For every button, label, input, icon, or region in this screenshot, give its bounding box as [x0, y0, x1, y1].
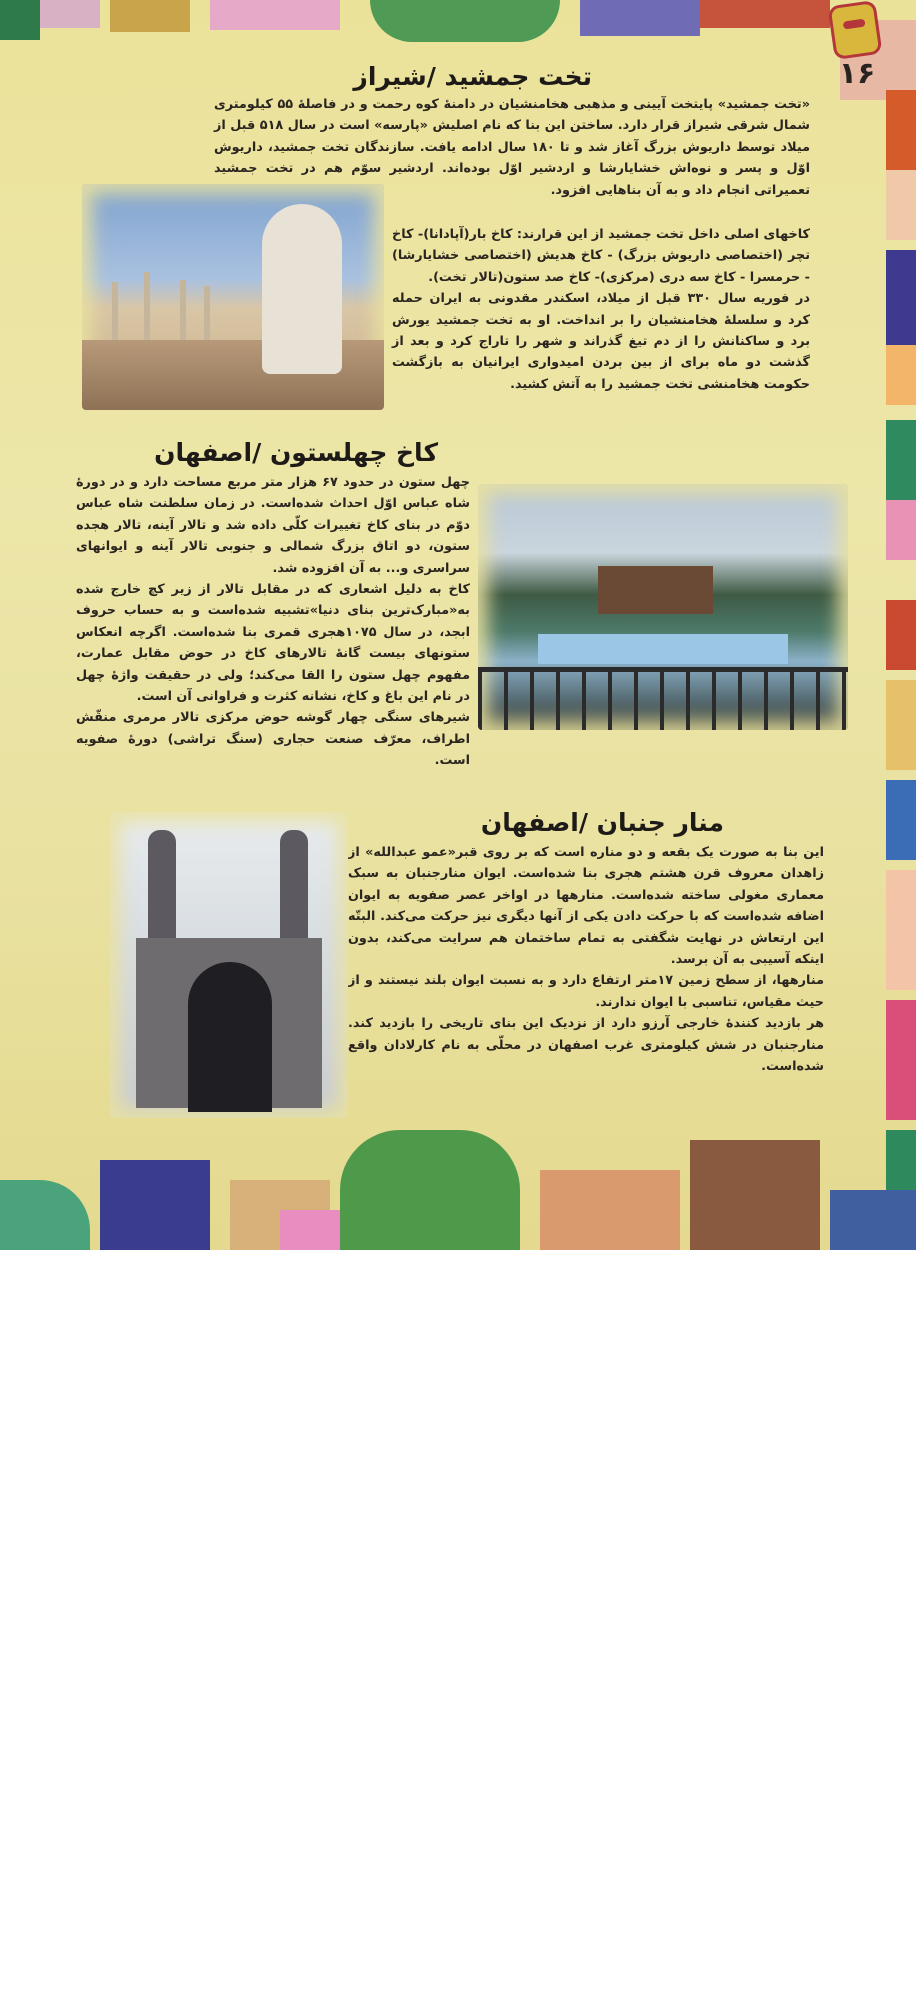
decor-strip	[886, 90, 916, 170]
decor-block	[340, 1130, 520, 1250]
decor-strip	[886, 780, 916, 860]
decor-block	[540, 1170, 680, 1250]
decor-block	[830, 1190, 916, 1250]
paragraph: «تخت جمشید» پایتخت آیینی و مذهبی هخامنشیان در دامنهٔ کوه رحمت و در فاصلهٔ ۵۵ کیلومتری شمال شرقی شیراز قرار دارد. ساختن این بنا که نام اصلیش «پارسه» است در سال ۵۱۸ قبل از میلاد توسط داریوش بزرگ آغاز شد و تا ۱۸۰ سال ادامه یافت. سازندگان تخت جمشید، داریوش اوّل و پسر و نوه‌اش خشایارشا و اردشیر اوّل بوده‌اند. اردشیر سوّم هم در تخت جمشید تعمیراتی انجام داد و به آن بناهایی افزود.	[214, 97, 810, 198]
decor-strip	[886, 870, 916, 990]
section-text-persepolis-cont	[392, 224, 810, 395]
section-title-menar-jonban: منار جنبان /اصفهان	[480, 808, 724, 837]
paragraph: شیرهای سنگی چهار گوشه حوض مرکزی تالار مرمری منقّش اطراف، معرّف صنعت حجاری (سنگ تراشی) دورهٔ صفویه است.	[76, 710, 470, 769]
decor-block	[110, 0, 190, 32]
decor-strip	[886, 170, 916, 240]
decor-block	[580, 0, 700, 36]
decor-block	[280, 1210, 340, 1250]
magazine-logo	[831, 3, 879, 56]
section-title-persepolis: تخت جمشید /شیراز	[353, 62, 592, 91]
decor-block	[100, 1160, 210, 1250]
decor-block	[700, 0, 830, 28]
paragraph: منارهها، از سطح زمین ۱۷متر ارتفاع دارد و به نسبت ایوان بلند نیستند و از حیث مقیاس، تناسبی با ایوان ندارند.	[348, 973, 825, 1010]
decor-strip	[886, 345, 916, 405]
paragraph: در فوریه سال ۳۳۰ قبل از میلاد، اسکندر مقدونی به ایران حمله کرد و سلسلهٔ هخامنشیان را بر انداخت. او به تخت جمشید یورش برد و ساکنانش را از دم تیغ گذراند و شهر را تاراج کرد و بعد از گذشت دو ماه برای از بین بردن امیدواری ایرانیان به بازگشت حکومت هخامنشی تخت جمشید را به آتش کشید.	[392, 291, 810, 392]
paragraph: این بنا به صورت یک بقعه و دو مناره است که بر روی قبر«عمو عبدالله» از زاهدان معروف قرن هشتم هجری بنا شده‌است. ایوان منارجنبان به سبک معماری مغولی ساخته شده‌است. منارهها در اواخر عصر صفویه به ایوان اضافه شده‌است که با حرکت دادن یکی از آنها دیگری نیز حرکت می‌کند. البتّه این ارتعاش در نهایت شگفتی به تمام ساختمان هم سرایت می‌کند، بدون اینکه آسیبی به آن برسد.	[348, 845, 824, 968]
decor-block	[40, 0, 100, 28]
decor-block	[690, 1140, 820, 1250]
page-number: ۱۶	[838, 56, 876, 91]
paragraph: کاخ به دلیل اشعاری که در مقابل تالار از زیر کچ خارج شده به«مبارک‌ترین بنای دنیا»تشبیه شده‌است و به حساب حروف ابجد، در سال ۱۰۷۵هجری قمری بنا شده‌است. اگرچه انعکاس ستونهای بیست گانهٔ تالارهای کاخ در حوض مقابل عمارت، مفهوم چهل ستون را القا می‌کند؛ ولی در حقیقت واژهٔ چهل در نام این باغ و کاخ، نشانه کثرت و فراوانی آن است.	[76, 582, 471, 705]
decor-strip	[886, 1000, 916, 1120]
paragraph: چهل ستون در حدود ۶۷ هزار متر مربع مساحت دارد و در دورهٔ شاه عباس اوّل احداث شده‌است. در زمان سلطنت شاه عباس دوّم در بنای کاخ تغییرات کلّی داده شد و تالار آینه، تالار هجده ستون، دو اتاق بزرگ شمالی و جنوبی تالار آینه و ایوانهای سراسری و... به آن افزوده شد.	[76, 475, 470, 576]
persepolis-photo	[82, 184, 384, 410]
decor-block	[210, 0, 340, 30]
decor-block	[0, 1180, 90, 1250]
decor-strip	[886, 600, 916, 670]
decor-strip	[886, 420, 916, 500]
decor-strip	[886, 250, 916, 345]
paragraph: هر بازدید کنندهٔ خارجی آرزو دارد از نزدیک این بنای تاریخی را بازدید کند. منارجنبان در شش کیلومتری غرب اصفهان در محلّی به نام کارلادان واقع شده‌است.	[348, 1016, 824, 1075]
decor-strip	[886, 680, 916, 770]
section-text-chehel-sotoun	[76, 472, 470, 772]
section-title-chehel-sotoun: کاخ چهلستون /اصفهان	[154, 438, 438, 467]
chehel-sotoun-photo	[478, 484, 848, 730]
decor-strip	[886, 500, 916, 560]
paragraph: کاخهای اصلی داخل تخت جمشید از این قرارند: کاخ بار(آپادانا)- کاخ تچر (اختصاصی داریوش بزرگ) - کاخ هدیش (اختصاصی خشایارشا) - حرمسرا - کاخ سه دری (مرکزی)- کاخ صد ستون(تالار تخت).	[392, 227, 810, 285]
section-text-menar-jonban	[348, 842, 824, 1077]
menar-jonban-photo	[110, 812, 348, 1118]
decor-block	[0, 0, 40, 40]
decor-block	[370, 0, 560, 42]
